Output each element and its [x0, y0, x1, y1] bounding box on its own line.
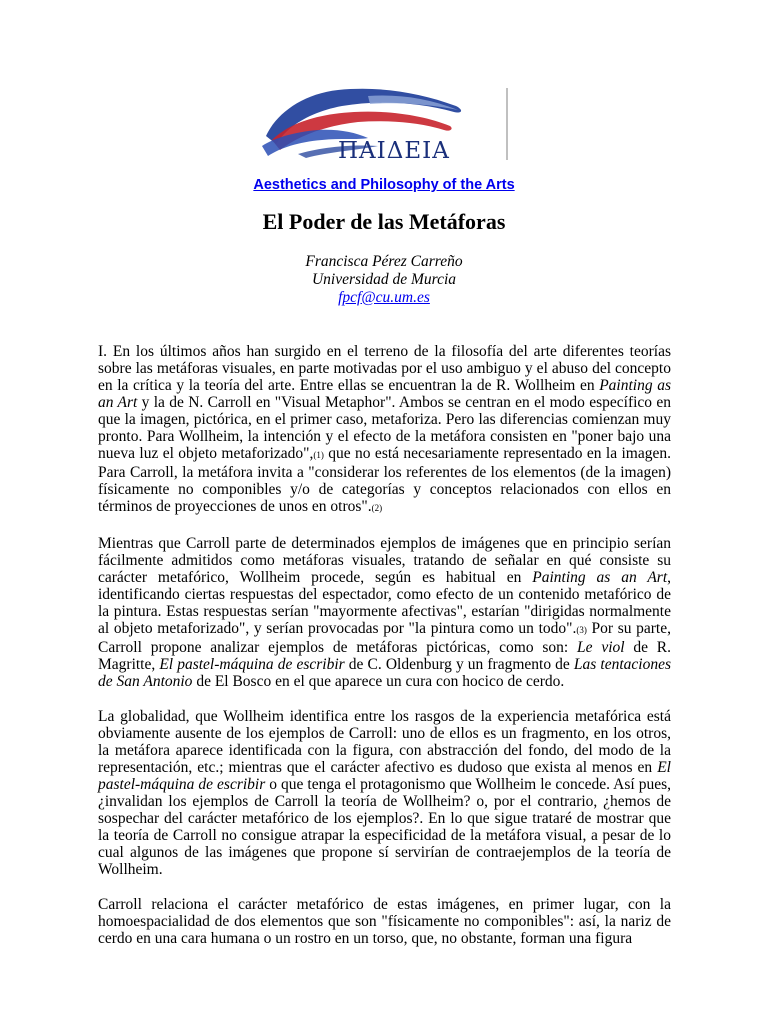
text-run: que no está necesariamente representado en la imagen. Para Carroll, la metáfora invita a "considerar los referentes de los elementos (de la imagen) físicamente no componibles y/o de categorías y conceptos relacionados con ellos en términos de proyecciones de unos en otros".: [98, 445, 671, 515]
text-run: , identificando ciertas respuestas del espectador, como efecto de un contenido metafórico de la pintura. Estas respuestas serían "mayormente afectivas", estarían "dirigidas normalmente al objeto metaforizado", y serían provocadas por "la pintura como un todo".: [98, 569, 671, 637]
paragraph-1: [98, 343, 671, 517]
text-run: Mientras que Carroll parte de determinados ejemplos de imágenes que en principio serían fácilmente admitidos como metáforas visuales, tratando de señalar en qué consiste su carácter metafórico, Wollheim procede, según es habitual en: [98, 535, 671, 586]
logo-text: ΠΑΙΔΕΙΑ: [338, 138, 450, 164]
artwork-title: Le viol: [577, 639, 625, 656]
artwork-title: El pastel-máquina de escribir: [98, 759, 671, 793]
artwork-title: Las tentaciones de San Antonio: [98, 656, 671, 690]
author-email-link[interactable]: fpcf@cu.um.es: [338, 289, 430, 306]
text-run: de R. Magritte,: [98, 639, 671, 673]
paragraph-2: [98, 535, 671, 690]
text-run: I. En los últimos años han surgido en el terreno de la filosofía del arte diferentes teorías sobre las metáforas visuales, en parte motivadas por el uso ambiguo y el abuso del concepto en la crítica y la teoría del arte. Entre ellas se encuentran la de R. Wollheim en: [98, 343, 671, 394]
author-name: Francisca Pérez Carreño: [305, 253, 463, 270]
text-run: de El Bosco en el que aparece un cura con hocico de cerdo.: [192, 673, 565, 690]
footnote-ref[interactable]: (1): [313, 450, 324, 460]
book-title: Painting as an Art: [98, 377, 671, 411]
text-run: y la de N. Carroll en "Visual Metaphor". Ambos se centran en el modo específico en que la imagen, pictórica, en el primer caso, metaforiza. Pero las diferencias comienzan muy pronto. Para Wollheim, la intención y el efecto de la metáfora consisten en "poner bajo una nueva luz el objeto metaforizado",: [98, 394, 672, 462]
footnote-ref[interactable]: (2): [371, 503, 383, 513]
paragraph-3: [98, 708, 671, 878]
text-run: Por su parte, Carroll propone analizar ejemplos de metáforas pictóricas, como son:: [98, 620, 671, 656]
artwork-title: El pastel-máquina de escribir: [159, 656, 345, 673]
author-affiliation: Universidad de Murcia: [311, 271, 457, 288]
paragraph-4: Carroll relaciona el carácter metafórico de estas imágenes, en primer lugar, con la homoespacialidad de dos elementos que son "físicamente no componibles": así, la nariz de cerdo en una cara humana o un rostro en un torso, que, no obstante, forman una figura: [98, 896, 671, 947]
text-run: de C. Oldenburg y un fragmento de: [344, 656, 574, 673]
text-run: La globalidad, que Wollheim identifica entre los rasgos de la experiencia metafórica está obviamente ausente de los ejemplos de Carroll: uno de ellos es un fragmento, en los otros, la metáfora aparece identificada con la figura, con abstracción del fondo, del modo de la representación, etc.; mientras que el carácter afectivo es dudoso que exista al menos en: [98, 708, 671, 776]
article-body: [98, 343, 671, 965]
author-block: [0, 253, 768, 307]
page-title: El Poder de las Metáforas: [262, 209, 506, 234]
paideia-logo[interactable]: [258, 84, 510, 164]
text-run: o que tenga el protagonismo que Wollheim le concede. Así pues, ¿invalidan los ejemplos de Carroll la teoría de Wollheim? o, por el contrario, ¿hemos de sospechar del carácter metafórico de los ejemplos?. En lo que sigue trataré de mostrar que la teoría de Carroll no consigue atrapar la especificidad de la metáfora visual, a pesar de lo cual algunos de las imágenes que propone sí servirían de contraejemplos de la teoría de Wollheim.: [98, 776, 671, 878]
footnote-ref[interactable]: (3): [576, 625, 587, 635]
site-link[interactable]: Aesthetics and Philosophy of the Arts: [253, 177, 515, 193]
book-title: Painting as an Art: [532, 569, 668, 586]
